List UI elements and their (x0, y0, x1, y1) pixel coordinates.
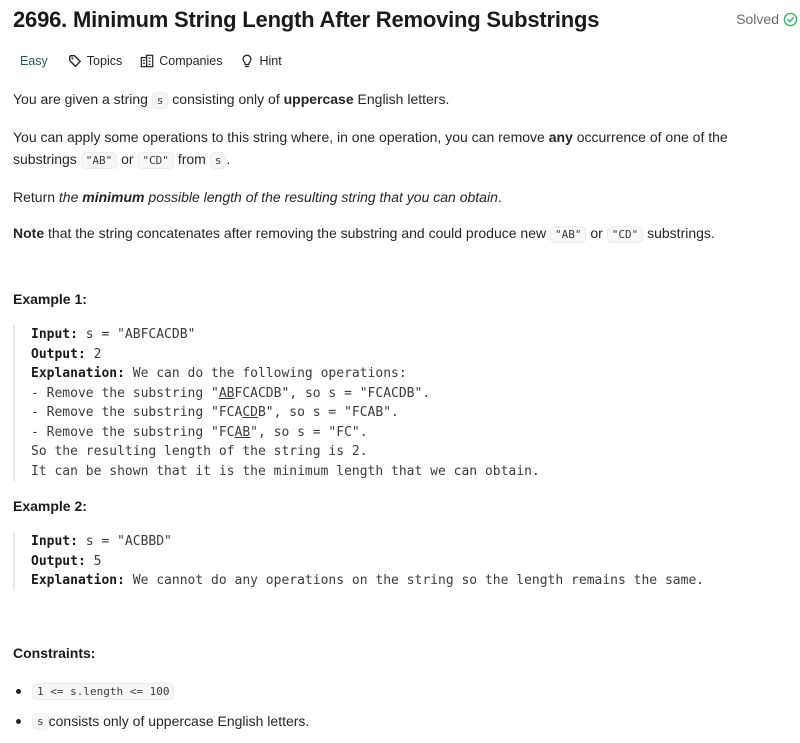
topics-label: Topics (86, 54, 123, 68)
example-1-heading: Example 1: (13, 291, 87, 307)
solved-label: Solved (736, 11, 779, 27)
description-note: Note that the string concatenates after removing the substring and could produce new "AB" or "CD" substrings. (13, 225, 715, 241)
description-paragraph-1: You are given a string s consisting only of uppercase English letters. (13, 91, 450, 107)
inline-code: s (152, 92, 169, 109)
tags-row (13, 50, 300, 72)
inline-code: "CD" (607, 226, 644, 243)
constraint-item (13, 676, 309, 706)
description-paragraph-3: Return the minimum possible length of the resulting string that you can obtain. (13, 189, 502, 205)
check-circle-icon (783, 12, 798, 27)
problem-description (13, 88, 783, 260)
bullet (16, 719, 21, 724)
problem-title: 2696. Minimum String Length After Removing Substrings (13, 7, 600, 32)
example-2-heading: Example 2: (13, 498, 87, 514)
hint-label: Hint (259, 54, 282, 68)
companies-label: Companies (159, 54, 223, 68)
title-row (13, 4, 800, 36)
inline-code: s (210, 152, 227, 169)
tag-icon (68, 54, 82, 68)
example-1-block: Input: s = "ABFCACDB" Output: 2 Explanation: We can do the following operations: - Remove the substring "ABFCACDB", so s = "FCACDB". - Remove the substring "FCACDB", so s = "FCAB". - Remove the substring "FCAB", so s = "FC". So the resulting length of the string is 2. It can be shown that it is the minimum length that we can obtain. (13, 325, 783, 481)
inline-code: "CD" (137, 152, 174, 169)
topics-button[interactable] (68, 54, 122, 68)
bullet (16, 689, 21, 694)
constraints-list (13, 676, 309, 736)
inline-code: "AB" (81, 152, 118, 169)
building-icon (140, 54, 154, 68)
difficulty-badge: Easy (20, 54, 48, 68)
lightbulb-icon (240, 54, 254, 68)
solved-status (736, 11, 798, 27)
inline-code: 1 <= s.length <= 100 (32, 683, 174, 700)
constraints-heading: Constraints: (13, 645, 96, 661)
description-paragraph-2: You can apply some operations to this string where, in one operation, you can remove any occurrence of one of the substrings "AB" or "CD" from s . (13, 129, 728, 167)
hint-button[interactable] (240, 54, 281, 68)
companies-button[interactable] (140, 54, 222, 68)
constraint-item: s consists only of uppercase English letters. (13, 706, 309, 736)
inline-code: "AB" (550, 226, 587, 243)
example-2-block: Input: s = "ACBBD" Output: 5 Explanation: We cannot do any operations on the string so the length remains the same. (13, 532, 783, 591)
inline-code: s (32, 713, 49, 730)
